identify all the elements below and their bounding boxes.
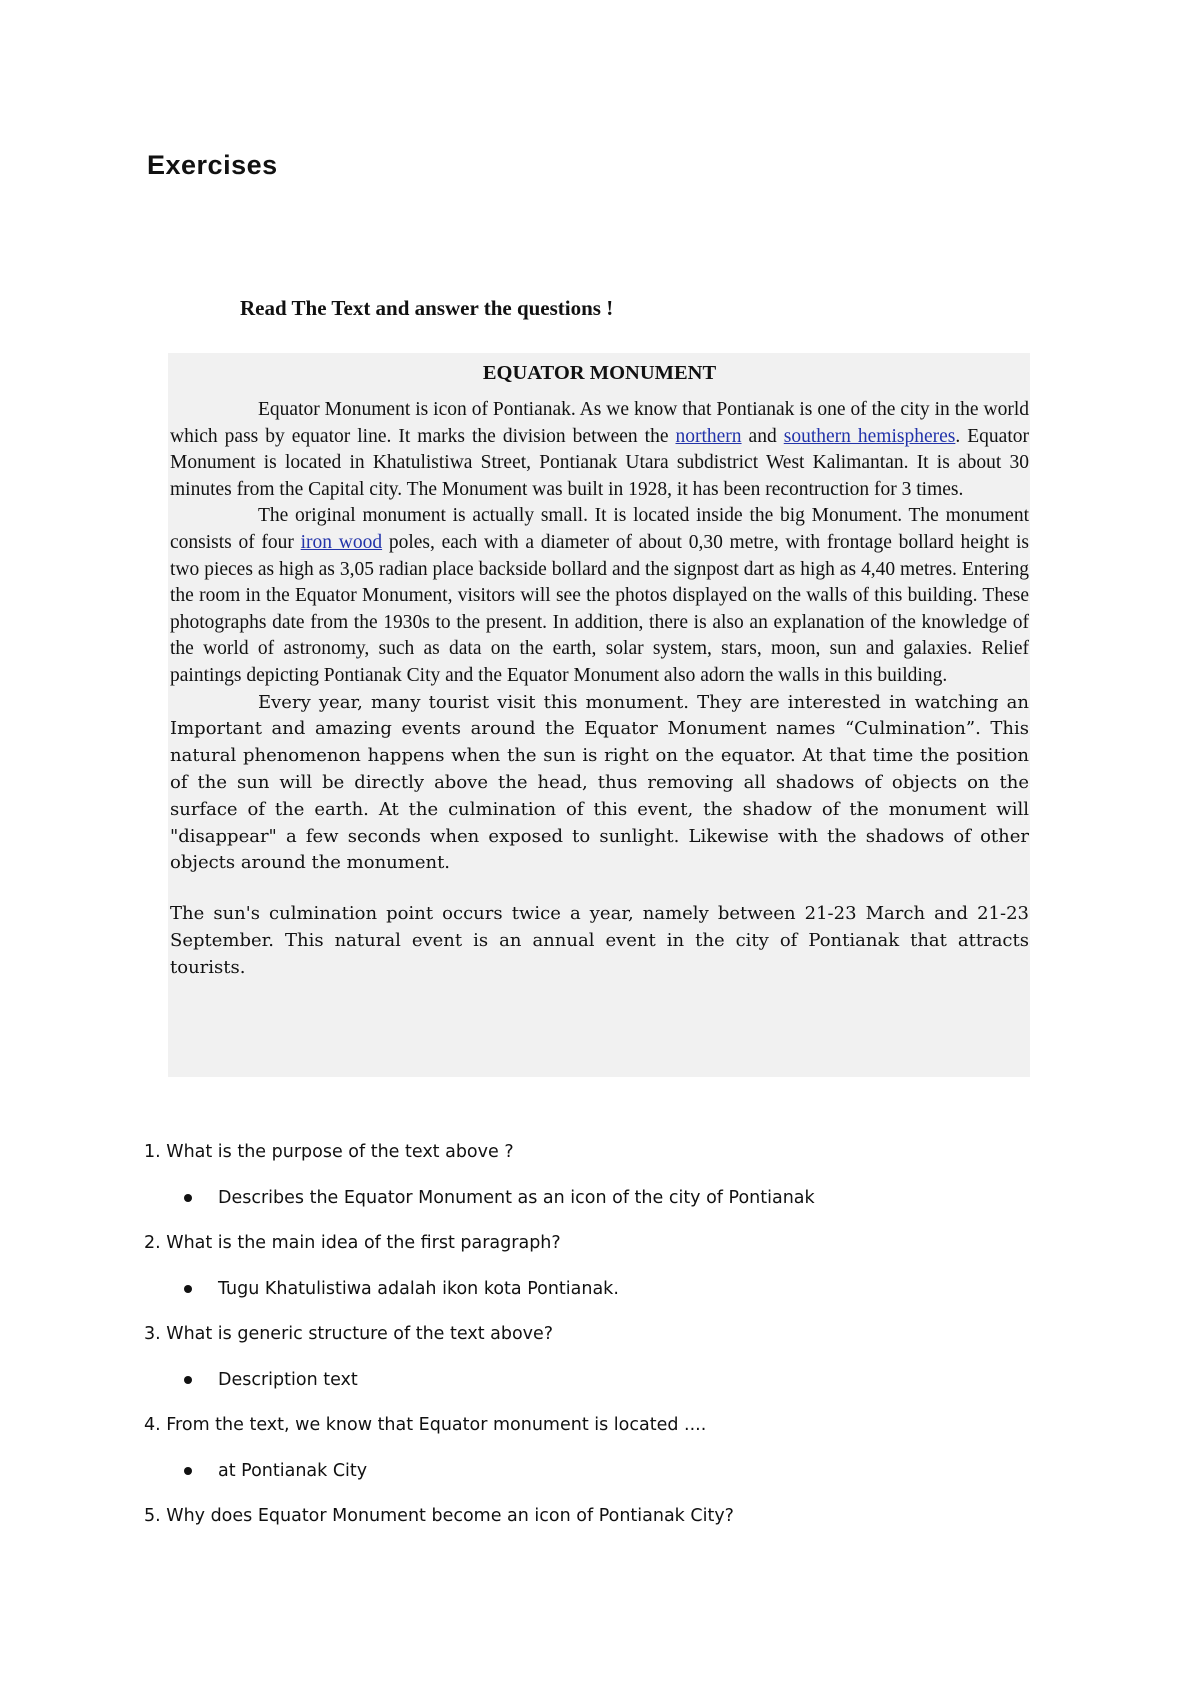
bullet-icon [184, 1467, 192, 1475]
bullet-icon [184, 1285, 192, 1293]
question-4: 4. From the text, we know that Equator monument is located .... [144, 1415, 707, 1435]
answer-2: Tugu Khatulistiwa adalah ikon kota Pontianak. [184, 1277, 1044, 1322]
question-1: 1. What is the purpose of the text above ? [144, 1142, 514, 1162]
passage-paragraph-2: The original monument is actually small. It is located inside the big Monument. The monument consists of four iron wood poles, each with a diameter of about 0,30 metre, with frontage bollard height is two pieces as high as 3,05 radian place backside bollard and the signpost dart as high as 4,40 metres. Entering the room in the Equator Monument, visitors will see the photos displayed on the walls of this building. These photographs date from the 1930s to the present. In addition, there is also an explanation of the knowledge of the world of astronomy, such as data on the earth, solar system, stars, moon, sun and galaxies. Relief paintings depicting Pontianak City and the Equator Monument also adorn the walls in this building. [170, 505, 1029, 686]
questions-list [144, 1140, 1044, 1550]
bullet-icon [184, 1376, 192, 1384]
passage-image [168, 353, 1030, 1077]
link-southern-hemispheres[interactable]: southern hemispheres [783, 425, 956, 447]
answer-1: Describes the Equator Monument as an icon of the city of Pontianak [184, 1186, 1044, 1231]
question-3: 3. What is generic structure of the text above? [144, 1324, 554, 1344]
question-2: 2. What is the main idea of the first paragraph? [144, 1233, 561, 1253]
passage-title: EQUATOR MONUMENT [482, 362, 717, 384]
passage-paragraph-1: Equator Monument is icon of Pontianak. As we know that Pontianak is one of the city in the world which pass by equator line. It marks the division between the northern and southern hemispheres. Equator Monument is located in Khatulistiwa Street, Pontianak Utara subdistrict West Kalimantan. It is about 30 minutes from the Capital city. The Monument was built in 1928, it has been recontruction for 3 times. [170, 399, 1029, 500]
passage-paragraph-4: The sun's culmination point occurs twice a year, namely between 21-23 March and 21-23 September. This natural event is an annual event in the city of Pontianak that attracts tourists. [170, 903, 1029, 978]
page-heading: Exercises [147, 150, 278, 180]
answer-3: Description text [184, 1368, 1044, 1413]
link-iron-wood[interactable]: iron wood [300, 531, 383, 553]
bullet-icon [184, 1194, 192, 1202]
answer-4: at Pontianak City [184, 1459, 1044, 1504]
question-5: 5. Why does Equator Monument become an icon of Pontianak City? [144, 1506, 734, 1526]
instruction-text: Read The Text and answer the questions ! [240, 296, 614, 320]
passage-paragraph-3: Every year, many tourist visit this monument. They are interested in watching an Important and amazing events around the Equator Monument names “Culmination”. This natural phenomenon happens when the sun is right on the equator. At that time the position of the sun will be directly above the head, thus removing all shadows of objects on the surface of the earth. At the culmination of this event, the shadow of the monument will "disappear" a few seconds when exposed to sunlight. Likewise with the shadows of other objects around the monument. [170, 691, 1029, 874]
link-northern[interactable]: northern [675, 425, 742, 447]
